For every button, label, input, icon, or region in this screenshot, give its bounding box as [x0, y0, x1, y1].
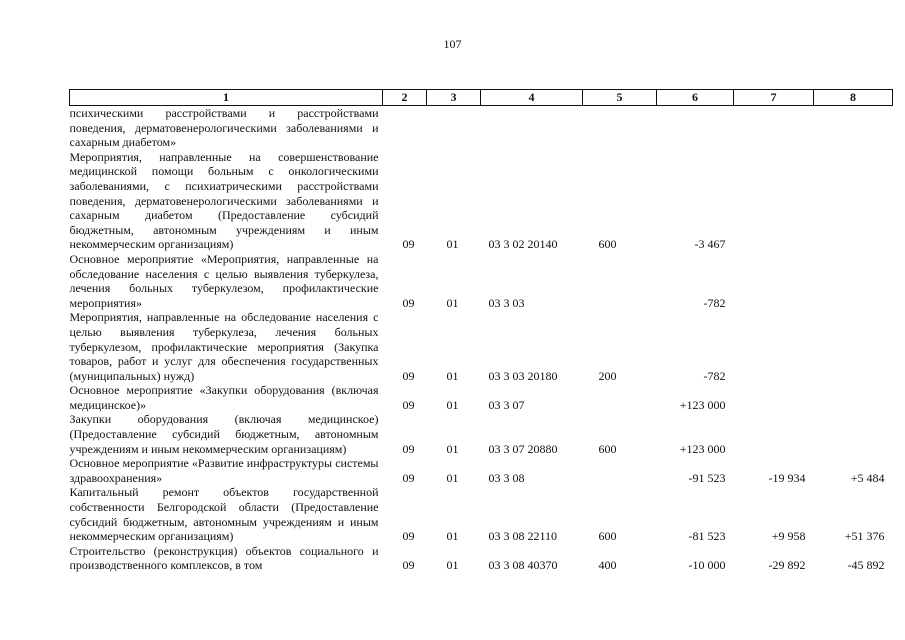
row-target-code [481, 106, 583, 150]
row-section: 09 [402, 295, 415, 310]
row-target-code: 03 3 08 40370 [488, 558, 558, 573]
row-amount-7: -19 934 [768, 470, 806, 485]
column-header-1: 1 [70, 90, 383, 106]
row-amount-6: -10 000 [688, 558, 726, 573]
row-expense-type [583, 252, 657, 310]
column-header-8: 8 [814, 90, 893, 106]
row-expense-type [583, 383, 657, 412]
row-name: Основное мероприятие «Закупки оборудования (включая медицинское)» [69, 383, 379, 412]
row-amount-8 [814, 150, 893, 252]
table-row [70, 412, 893, 456]
row-amount-8 [814, 252, 893, 310]
table-body [70, 106, 893, 574]
row-target-code: 03 3 08 [488, 470, 525, 485]
row-subsection: 01 [446, 441, 459, 456]
row-amount-7 [734, 150, 814, 252]
row-expense-type [583, 456, 657, 485]
row-name: психическими расстройствами и расстройствами поведения, дерматовенерологическими заболеваниями и сахарным диабетом» [69, 106, 379, 150]
row-amount-7: +9 958 [771, 529, 806, 544]
row-target-code: 03 3 03 20180 [488, 368, 558, 383]
row-amount-8 [814, 412, 893, 456]
row-section: 09 [402, 441, 415, 456]
row-section: 09 [402, 470, 415, 485]
page-number: 107 [443, 37, 462, 51]
row-amount-7: -29 892 [768, 558, 806, 573]
row-expense-type: 600 [598, 529, 617, 544]
row-amount-7 [734, 412, 814, 456]
row-amount-8: +5 484 [850, 470, 885, 485]
row-subsection [427, 106, 481, 150]
row-amount-7 [734, 383, 814, 412]
row-name: Основное мероприятие «Мероприятия, направленные на обследование населения с целью выявления туберкулеза, лечения больных туберкулезом, профилактические мероприятия» [69, 251, 379, 310]
row-amount-7 [734, 106, 814, 150]
column-header-7: 7 [734, 90, 814, 106]
row-amount-7 [734, 252, 814, 310]
row-expense-type: 400 [598, 558, 617, 573]
table-row [70, 252, 893, 310]
row-section: 09 [402, 397, 415, 412]
table-row [70, 544, 893, 573]
row-section: 09 [402, 529, 415, 544]
row-target-code: 03 3 07 20880 [488, 441, 558, 456]
column-header-2: 2 [383, 90, 427, 106]
row-amount-6: -81 523 [688, 529, 726, 544]
table-row [70, 150, 893, 252]
row-amount-6: -782 [703, 368, 726, 383]
table-row [70, 485, 893, 543]
row-target-code: 03 3 08 22110 [488, 529, 558, 544]
column-header-5: 5 [583, 90, 657, 106]
column-header-3: 3 [427, 90, 481, 106]
row-amount-6: +123 000 [679, 441, 726, 456]
row-expense-type [583, 106, 657, 150]
row-target-code: 03 3 07 [488, 397, 525, 412]
row-target-code: 03 3 02 20140 [488, 237, 558, 252]
row-amount-8 [814, 310, 893, 383]
row-target-code: 03 3 03 [488, 295, 525, 310]
row-subsection: 01 [446, 397, 459, 412]
row-section: 09 [402, 237, 415, 252]
row-section: 09 [402, 368, 415, 383]
table-row [70, 456, 893, 485]
row-subsection: 01 [446, 470, 459, 485]
row-name: Закупки оборудования (включая медицинское) (Предоставление субсидий бюджетным, автономным учреждениям и иным некоммерческим организациям) [69, 412, 379, 456]
row-amount-8: -45 892 [847, 558, 885, 573]
row-name: Строительство (реконструкция) объектов социального и производственного комплексов, в том [69, 543, 379, 573]
column-header-4: 4 [481, 90, 583, 106]
table-header [70, 90, 893, 106]
table-row [70, 310, 893, 383]
column-header-6: 6 [657, 90, 734, 106]
row-subsection: 01 [446, 558, 459, 573]
table-row [70, 383, 893, 412]
row-amount-6: +123 000 [679, 397, 726, 412]
row-name: Мероприятия, направленные на обследование населения с целью выявления туберкулеза, лечения больных туберкулезом, профилактические мероприятия (Закупка товаров, работ и услуг для обеспечения государственных (муниципальных) нужд) [69, 310, 379, 383]
budget-table [69, 89, 893, 573]
row-section [383, 106, 427, 150]
table-row [70, 106, 893, 150]
row-expense-type: 200 [598, 368, 617, 383]
row-amount-8 [814, 106, 893, 150]
row-expense-type: 600 [598, 237, 617, 252]
row-amount-8 [814, 383, 893, 412]
row-amount-7 [734, 310, 814, 383]
row-expense-type: 600 [598, 441, 617, 456]
row-subsection: 01 [446, 295, 459, 310]
row-amount-8: +51 376 [844, 529, 885, 544]
row-name: Мероприятия, направленные на совершенствование медицинской помощи больным с онкологическими заболеваниями, с психиатрическими расстройствами поведения, дерматовенерологическими заболеваниями и сахарным диабетом (Предоставление субсидий бюджетным, автономным учреждениям и иным некоммерческим организациям) [69, 149, 379, 252]
row-amount-6: -3 467 [694, 237, 726, 252]
row-amount-6: -91 523 [688, 470, 726, 485]
row-subsection: 01 [446, 237, 459, 252]
row-subsection: 01 [446, 368, 459, 383]
row-amount-6: -782 [703, 295, 726, 310]
row-section: 09 [402, 558, 415, 573]
row-amount-6 [657, 106, 734, 150]
row-name: Основное мероприятие «Развитие инфраструктуры системы здравоохранения» [69, 456, 379, 485]
row-subsection: 01 [446, 529, 459, 544]
row-name: Капитальный ремонт объектов государственной собственности Белгородской области (Предоставление субсидий бюджетным, автономным учреждениям и иным некоммерческим организациям) [69, 485, 379, 544]
